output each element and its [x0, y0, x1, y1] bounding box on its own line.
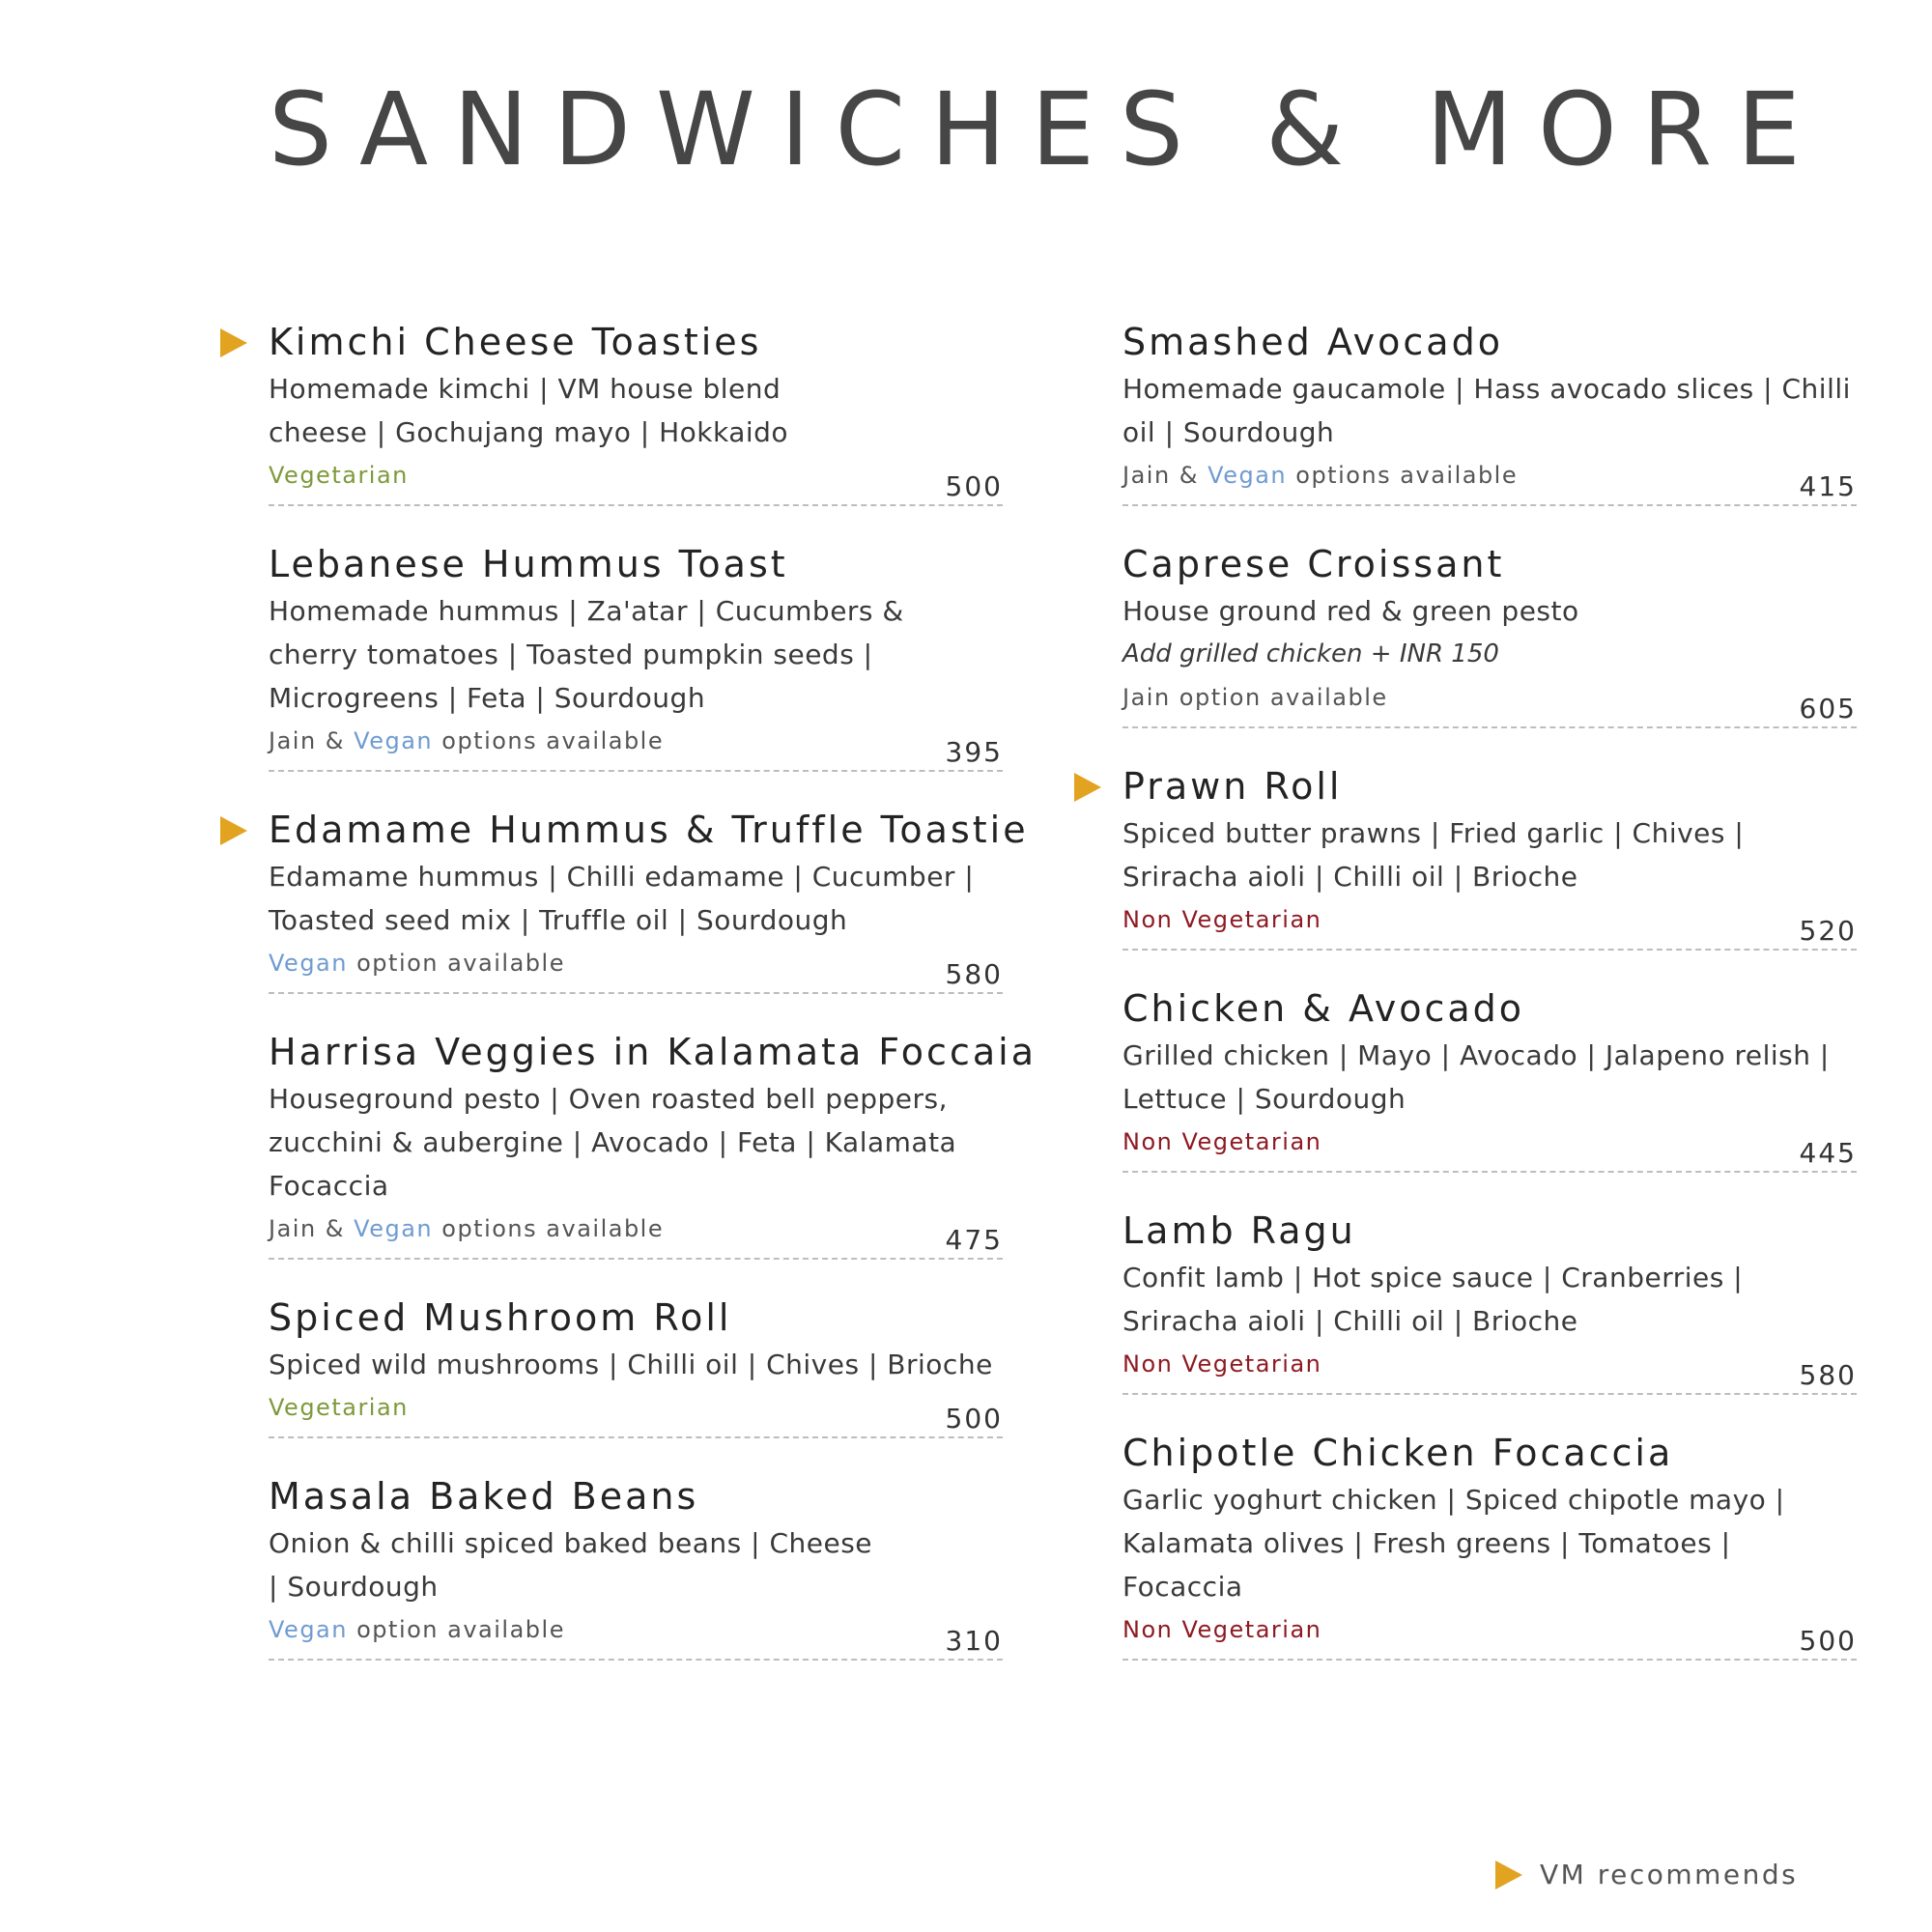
item-price: 500	[945, 1403, 1003, 1435]
item-description: Onion & chilli spiced baked beans | Cheese | Sourdough	[269, 1527, 873, 1603]
dietary-tag: Non Vegetarian	[1122, 906, 1322, 933]
item-price: 580	[1799, 1359, 1857, 1391]
item-name: Caprese Croissant	[1122, 543, 1505, 585]
vegan-tag: Vegan	[269, 1616, 348, 1643]
tag-text: options available	[1287, 462, 1519, 489]
menu-item-smashed-avocado	[1122, 319, 1857, 506]
dietary-tag: Jain option available	[1122, 684, 1388, 711]
recommend-arrow-icon	[1074, 773, 1101, 802]
item-price: 445	[1799, 1137, 1857, 1169]
item-price: 415	[1799, 470, 1857, 502]
menu-item-harrisa-veggies-focaccia	[269, 1029, 1037, 1260]
tag-text: option available	[347, 1616, 565, 1643]
page-title: SANDWICHES & MORE	[269, 71, 1826, 188]
menu-item-chicken-avocado	[1122, 985, 1857, 1173]
vegan-tag: Vegan	[269, 950, 348, 977]
menu-item-chipotle-chicken-focaccia	[1122, 1430, 1857, 1661]
dietary-tag	[1122, 454, 1857, 497]
menu-column-left	[269, 319, 1037, 1661]
menu-item-kimchi-cheese-toasties	[269, 319, 1003, 506]
item-name: Edamame Hummus & Truffle Toastie	[269, 809, 1029, 851]
tag-text: Jain &	[269, 727, 355, 754]
legend-label: VM recommends	[1540, 1859, 1799, 1890]
menu-item-prawn-roll	[1122, 763, 1857, 951]
dietary-tag: Vegetarian	[269, 462, 409, 489]
item-price: 500	[945, 470, 1003, 502]
item-description: Grilled chicken | Mayo | Avocado | Jalapeno relish | Lettuce | Sourdough	[1122, 1039, 1830, 1115]
dietary-tag	[269, 1208, 1003, 1250]
dietary-tag	[269, 1608, 1003, 1651]
vegan-tag: Vegan	[1208, 462, 1288, 489]
menu-item-lamb-ragu	[1122, 1208, 1857, 1395]
item-description: Spiced butter prawns | Fried garlic | Chives | Sriracha aioli | Chilli oil | Brioche	[1122, 817, 1745, 893]
tag-text: Jain &	[269, 1215, 355, 1242]
item-price: 500	[1799, 1625, 1857, 1657]
recommend-legend	[1495, 1859, 1798, 1890]
recommend-arrow-icon	[220, 328, 247, 357]
item-name: Prawn Roll	[1122, 765, 1343, 808]
menu-item-spiced-mushroom-roll	[269, 1294, 1003, 1438]
tag-text: options available	[433, 727, 665, 754]
tag-text: option available	[347, 950, 565, 977]
item-addon: Add grilled chicken + INR 150	[1122, 639, 1499, 668]
vegan-tag: Vegan	[354, 1215, 434, 1242]
item-price: 580	[945, 958, 1003, 990]
menu-item-lebanese-hummus-toast	[269, 541, 1003, 772]
item-price: 395	[945, 736, 1003, 768]
tag-text: Jain &	[1122, 462, 1208, 489]
dietary-tag: Non Vegetarian	[1122, 1616, 1322, 1643]
item-price: 310	[945, 1625, 1003, 1657]
dietary-tag	[269, 720, 1003, 762]
item-name: Chicken & Avocado	[1122, 987, 1525, 1030]
tag-text: options available	[433, 1215, 665, 1242]
vegan-tag: Vegan	[354, 727, 434, 754]
item-name: Kimchi Cheese Toasties	[269, 321, 762, 363]
dietary-tag: Vegetarian	[269, 1394, 409, 1421]
item-name: Masala Baked Beans	[269, 1475, 699, 1518]
item-description: Homemade kimchi | VM house blend cheese | Gochujang mayo | Hokkaido	[269, 373, 789, 448]
menu-column-right	[1122, 319, 1857, 1661]
item-description: Homemade gaucamole | Hass avocado slices | Chilli oil | Sourdough	[1122, 373, 1851, 448]
item-name: Lebanese Hummus Toast	[269, 543, 788, 585]
item-description: Homemade hummus | Za'atar | Cucumbers & cherry tomatoes | Toasted pumpkin seeds | Microgreens | Feta | Sourdough	[269, 595, 904, 714]
item-description: Confit lamb | Hot spice sauce | Cranberries | Sriracha aioli | Chilli oil | Brioche	[1122, 1262, 1744, 1337]
menu-item-masala-baked-beans	[269, 1473, 1003, 1661]
recommend-arrow-icon	[220, 816, 247, 845]
item-description: Spiced wild mushrooms | Chilli oil | Chives | Brioche	[269, 1349, 993, 1380]
item-description: House ground red & green pesto	[1122, 595, 1579, 627]
menu-item-edamame-hummus-truffle-toastie	[269, 807, 1029, 994]
item-name: Harrisa Veggies in Kalamata Foccaia	[269, 1031, 1037, 1073]
item-description: Garlic yoghurt chicken | Spiced chipotle mayo | Kalamata olives | Fresh greens | Tomatoes | Focaccia	[1122, 1484, 1785, 1603]
item-description: Edamame hummus | Chilli edamame | Cucumber | Toasted seed mix | Truffle oil | Sourdough	[269, 861, 975, 936]
item-name: Spiced Mushroom Roll	[269, 1296, 732, 1339]
item-name: Chipotle Chicken Focaccia	[1122, 1432, 1674, 1474]
item-description: Houseground pesto | Oven roasted bell peppers, zucchini & aubergine | Avocado | Feta | Kalamata Focaccia	[269, 1083, 957, 1202]
recommend-arrow-icon	[1495, 1861, 1522, 1889]
item-name: Lamb Ragu	[1122, 1209, 1356, 1252]
item-price: 520	[1799, 915, 1857, 947]
menu-item-caprese-croissant	[1122, 541, 1857, 728]
item-price: 605	[1799, 693, 1857, 724]
dietary-tag: Non Vegetarian	[1122, 1128, 1322, 1155]
dietary-tag	[269, 942, 1003, 984]
item-price: 475	[945, 1224, 1003, 1256]
dietary-tag: Non Vegetarian	[1122, 1350, 1322, 1378]
item-name: Smashed Avocado	[1122, 321, 1503, 363]
